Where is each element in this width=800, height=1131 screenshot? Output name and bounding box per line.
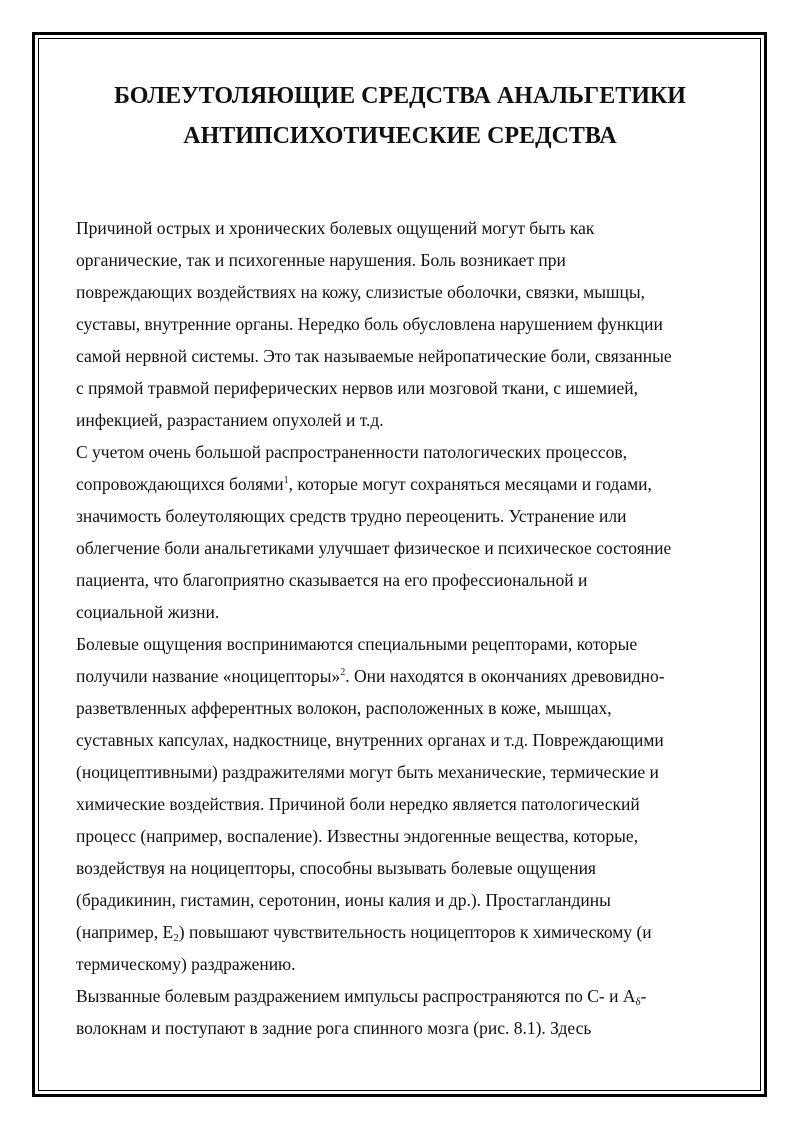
body-line: С учетом очень большой распространенности патологических процессов,: [76, 442, 628, 462]
body-line: суставных капсулах, надкостнице, внутренних органах и т.д. Повреждающими: [76, 730, 664, 750]
body-line: [76, 660, 736, 692]
body-text: , которые могут сохраняться месяцами и годами,: [288, 474, 652, 494]
body-line: Болевые ощущения воспринимаются специальными рецепторами, которые: [76, 634, 638, 654]
body-line: химические воздействия. Причиной боли нередко является патологический: [76, 794, 640, 814]
body-line: облегчение боли анальгетиками улучшает физическое и психическое состояние: [76, 538, 672, 558]
body-line: с прямой травмой периферических нервов или мозговой ткани, с ишемией,: [76, 378, 638, 398]
body-line: (ноцицептивными) раздражителями могут быть механические, термические и: [76, 762, 659, 782]
body-text: -: [640, 986, 647, 1006]
body-line: повреждающих воздействиях на кожу, слизистые оболочки, связки, мышцы,: [76, 282, 645, 302]
title-line-2: АНТИПСИХОТИЧЕСКИЕ СРЕДСТВА: [183, 123, 617, 149]
body-text: сопровождающихся болями: [76, 474, 284, 494]
document-title: [60, 76, 740, 156]
body-text: Вызванные болевым раздражением импульсы распространяются по С- и A: [76, 986, 636, 1006]
body-line: пациента, что благоприятно сказывается на его профессиональной и: [76, 570, 588, 590]
body-line: процесс (например, воспаление). Известны эндогенные вещества, которые,: [76, 826, 639, 846]
body-line: волокнам и поступают в задние рога спинного мозга (рис. 8.1). Здесь: [76, 1018, 592, 1038]
body-line: суставы, внутренние органы. Нередко боль обусловлена нарушением функции: [76, 314, 663, 334]
body-line: инфекцией, разрастанием опухолей и т.д.: [76, 410, 384, 430]
footnote-ref-1: 1: [283, 475, 289, 486]
body-line: [76, 980, 736, 1012]
body-line: Причиной острых и хронических болевых ощущений могут быть как: [76, 218, 595, 238]
document-body: [76, 212, 736, 1044]
body-line: органические, так и психогенные нарушения. Боль возникает при: [76, 250, 566, 270]
body-text: ) повышают чувствительность ноцицепторов к химическому (и: [178, 922, 652, 942]
body-line: разветвленных афферентных волокон, расположенных в коже, мышцах,: [76, 698, 612, 718]
body-text: . Они находятся в окончаниях древовидно-: [345, 666, 665, 686]
body-text: (например, E: [76, 922, 174, 942]
subscript-delta: δ: [635, 996, 641, 1008]
body-line: термическому) раздражению.: [76, 954, 296, 974]
body-line: самой нервной системы. Это так называемые нейропатические боли, связанные: [76, 346, 672, 366]
footnote-ref-2: 2: [340, 667, 346, 678]
body-line: [76, 468, 736, 500]
body-line: (брадикинин, гистамин, серотонин, ионы калия и др.). Простагландины: [76, 890, 611, 910]
body-line: воздействуя на ноцицепторы, способны вызывать болевые ощущения: [76, 858, 596, 878]
body-line: [76, 916, 736, 948]
title-line-1: БОЛЕУТОЛЯЮЩИЕ СРЕДСТВА АНАЛЬГЕТИКИ: [114, 83, 686, 109]
body-line: социальной жизни.: [76, 602, 220, 622]
body-line: значимость болеутоляющих средств трудно переоценить. Устранение или: [76, 506, 627, 526]
body-text: получили название «ноцицепторы»: [76, 666, 341, 686]
subscript-2: 2: [173, 932, 179, 944]
